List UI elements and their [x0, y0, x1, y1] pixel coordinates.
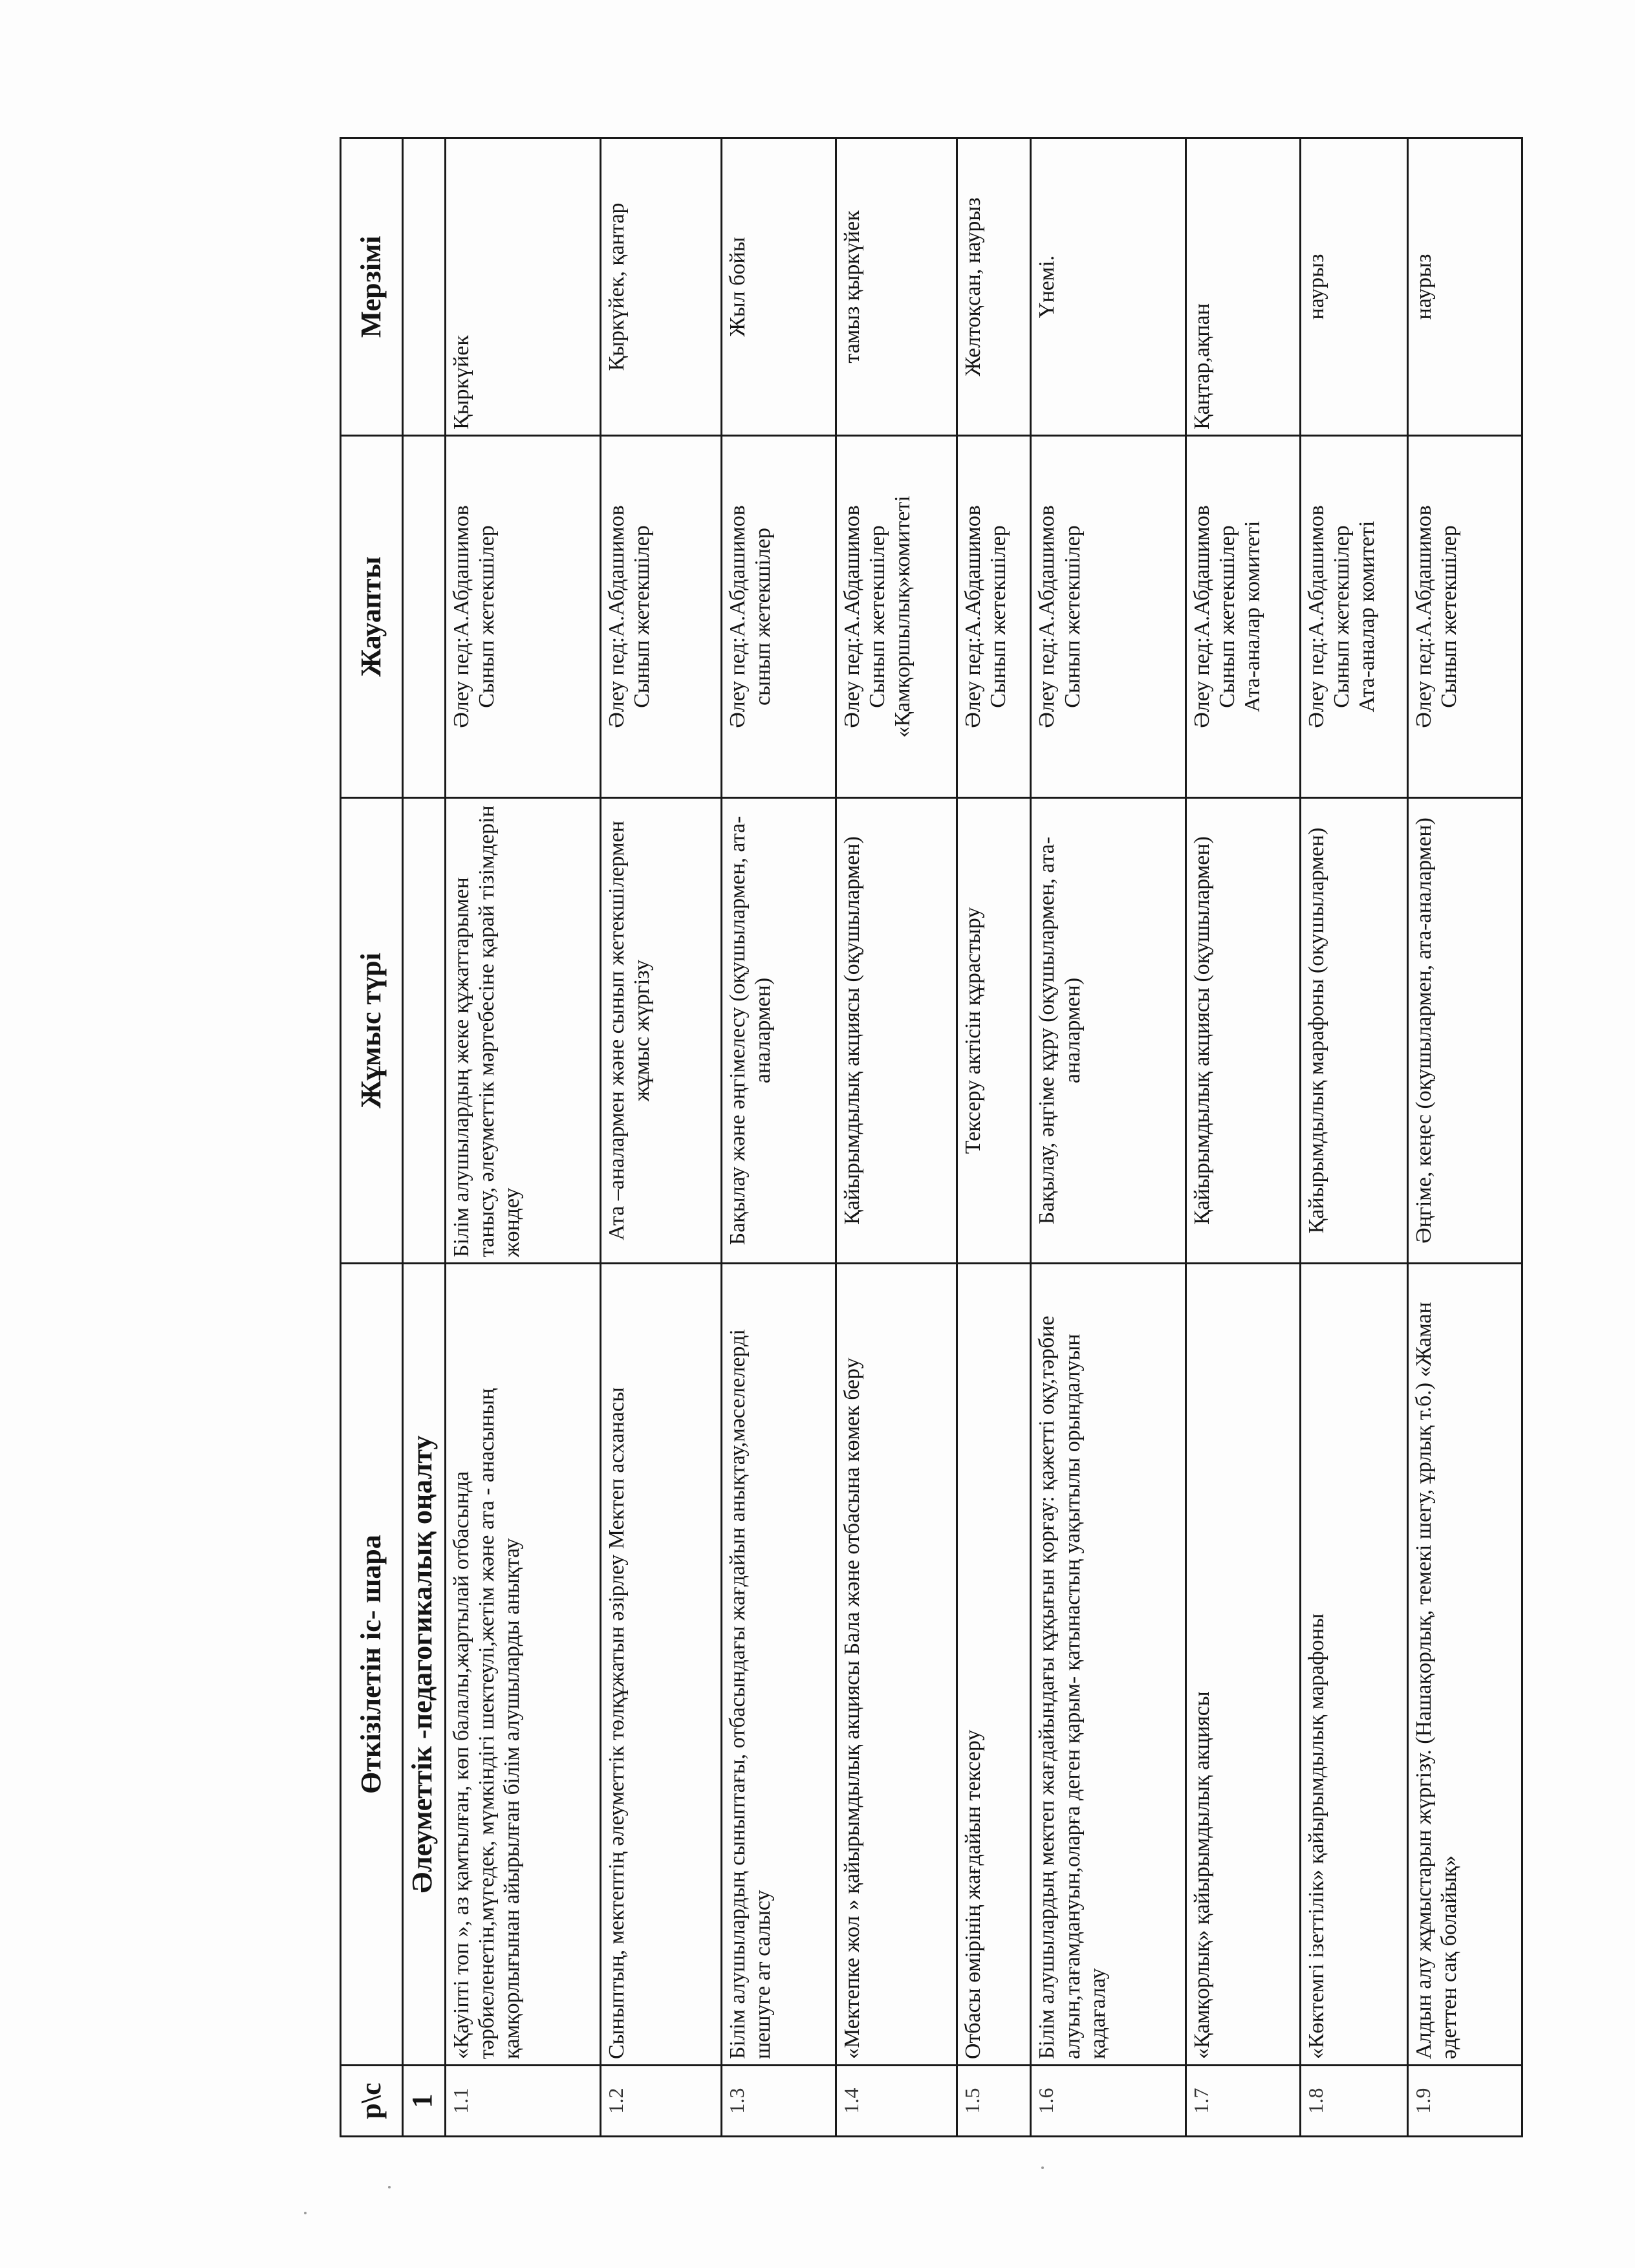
- empty-cell: [402, 798, 446, 1264]
- header-num: р\с: [341, 2066, 403, 2137]
- responsible-cell: [446, 436, 600, 798]
- event-cell: Білім алушылардың мектеп жағдайындағы құқығын қорғау: қажетті оқу,тәрбие алуын,тағамдануын,оларға деген қарым- қатынастың уақытылы орындалуын қадағалау: [1031, 1264, 1186, 2066]
- responsible-cell: [957, 436, 1030, 798]
- term-cell: тамыз қыркүйек: [836, 138, 957, 436]
- row-number: 1.5: [957, 2066, 1030, 2137]
- event-cell: «Көктемгі ізеттілік» қайырымдылық марафоны: [1300, 1264, 1407, 2066]
- term-cell: Үнемі.: [1031, 138, 1186, 436]
- row-number: 1.8: [1300, 2066, 1407, 2137]
- responsible-line: Әлеу пед:А.Абдашимов: [1304, 505, 1328, 728]
- responsible-line: Ата-аналар комитеті: [1354, 521, 1379, 713]
- row-number: 1.3: [721, 2066, 836, 2137]
- work-type-cell: Бақылау және әңгімелесу (оқушылармен, ата-аналармен): [721, 798, 836, 1264]
- row-number: 1.4: [836, 2066, 957, 2137]
- responsible-line: Әлеу пед:А.Абдашимов: [604, 505, 629, 728]
- table-row: [446, 138, 600, 2137]
- header-event: Өткізілетін іс- шара: [341, 1264, 403, 2066]
- event-cell: «Қауіпті топ », аз қамтылған, көп балалы,жартылай отбасында тәрбиеленетін,мүгедек, мүмкіндігі шектеулі,жетім және ата - анасының қамқорлығынан айырылған білім алушыларды анықтау: [446, 1264, 600, 2066]
- work-type-cell: Тексеру актісін құрастыру: [957, 798, 1030, 1264]
- empty-cell: [402, 436, 446, 798]
- event-cell: Білім алушылардың сыныптағы, отбасындағы жағдайын анықтау,мәселелерді шешуге ат салысу: [721, 1264, 836, 2066]
- responsible-cell: [1300, 436, 1407, 798]
- responsible-line: Әлеу пед:А.Абдашимов: [1189, 505, 1214, 728]
- term-cell: Қыркүйек: [446, 138, 600, 436]
- responsible-cell: [1186, 436, 1300, 798]
- work-plan-table: [340, 137, 1523, 2137]
- responsible-line: сынып жетекшілер: [750, 528, 775, 706]
- term-cell: Желтоқсан, наурыз: [957, 138, 1030, 436]
- table-header-row: [341, 138, 403, 2137]
- event-cell: «Мектепке жол » қайырымдылық акциясы Бала және отбасына көмек беру: [836, 1264, 957, 2066]
- row-number: 1.7: [1186, 2066, 1300, 2137]
- term-cell: наурыз: [1300, 138, 1407, 436]
- responsible-line: Сынып жетекшілер: [1437, 525, 1462, 708]
- header-term: Мерзімі: [341, 138, 403, 436]
- responsible-line: Ата-аналар комитеті: [1240, 521, 1264, 713]
- table-row: [1300, 138, 1407, 2137]
- event-cell: «Қамқорлық» қайырымдылық акциясы: [1186, 1264, 1300, 2066]
- row-number: 1.6: [1031, 2066, 1186, 2137]
- work-type-cell: Ата –аналармен және сынып жетекшілермен жұмыс жүргізу: [600, 798, 721, 1264]
- responsible-line: Әлеу пед:А.Абдашимов: [725, 505, 750, 728]
- work-type-cell: Әңгіме, кеңес (оқушылармен, ата-аналармен): [1408, 798, 1522, 1264]
- row-number: 1.9: [1408, 2066, 1522, 2137]
- event-cell: Сыныптың, мектептің әлеуметтік төлқұжатын әзірлеу Мектеп асханасы: [600, 1264, 721, 2066]
- responsible-cell: [836, 436, 957, 798]
- term-cell: наурыз: [1408, 138, 1522, 436]
- work-type-cell: Қайырымдылық акциясы (оқушылармен): [836, 798, 957, 1264]
- table-row: [1031, 138, 1186, 2137]
- table-row: [957, 138, 1030, 2137]
- section-title: Әлеуметтік -педагогикалық оңалту: [402, 1264, 446, 2066]
- responsible-line: Сынып жетекшілер: [629, 525, 654, 708]
- term-cell: Жыл бойы: [721, 138, 836, 436]
- responsible-line: Сынып жетекшілер: [475, 525, 499, 708]
- scan-speck: [1041, 2166, 1044, 2169]
- work-type-cell: Қайырымдылық марафоны (оқушылармен): [1300, 798, 1407, 1264]
- responsible-line: Сынып жетекшілер: [1215, 525, 1239, 708]
- work-type-cell: Бақылау, әңгіме құру (оқушылармен, ата-аналармен): [1031, 798, 1186, 1264]
- responsible-line: Сынып жетекшілер: [1060, 525, 1085, 708]
- table-row: [836, 138, 957, 2137]
- table-row: [1186, 138, 1300, 2137]
- header-responsible: Жауапты: [341, 436, 403, 798]
- rotated-table-container: [340, 139, 1523, 2137]
- responsible-line: Сынып жетекшілер: [986, 525, 1011, 708]
- work-type-cell: Қайырымдылық акциясы (оқушылармен): [1186, 798, 1300, 1264]
- row-number: 1.2: [600, 2066, 721, 2137]
- row-number: 1.1: [446, 2066, 600, 2137]
- responsible-line: Әлеу пед:А.Абдашимов: [960, 505, 985, 728]
- responsible-line: Әлеу пед:А.Абдашимов: [839, 505, 864, 728]
- scan-speck: [388, 2186, 391, 2188]
- responsible-cell: [721, 436, 836, 798]
- section-number: 1: [402, 2066, 446, 2137]
- event-cell: Отбасы өмірінің жағдайын тексеру: [957, 1264, 1030, 2066]
- responsible-cell: [1408, 436, 1522, 798]
- scan-speck: [304, 2212, 307, 2214]
- responsible-line: Әлеу пед:А.Абдашимов: [1035, 505, 1059, 728]
- responsible-line: Сынып жетекшілер: [865, 525, 889, 708]
- table-row: [600, 138, 721, 2137]
- term-cell: Қаңтар,ақпан: [1186, 138, 1300, 436]
- empty-cell: [402, 138, 446, 436]
- responsible-line: Әлеу пед:А.Абдашимов: [1412, 505, 1436, 728]
- header-work-type: Жұмыс түрі: [341, 798, 403, 1264]
- responsible-line: Сынып жетекшілер: [1329, 525, 1354, 708]
- event-cell: Алдын алу жұмыстарын жүргізу. (Нашақорлық, темекі шегу, ұрлық т.б.) «Жаман әдеттен сақ болайық»: [1408, 1264, 1522, 2066]
- table-row: [721, 138, 836, 2137]
- table-row: [1408, 138, 1522, 2137]
- responsible-cell: [1031, 436, 1186, 798]
- section-row: [402, 138, 446, 2137]
- term-cell: Қыркүйек, қантар: [600, 138, 721, 436]
- responsible-cell: [600, 436, 721, 798]
- responsible-line: Әлеу пед:А.Абдашимов: [449, 505, 474, 728]
- responsible-line: «Қамқоршылық»комитеті: [890, 495, 915, 738]
- work-type-cell: Білім алушылардың жеке құжаттарымен танысу, әлеуметтік мәртебесіне қарай тізімдерін жөндеу: [446, 798, 600, 1264]
